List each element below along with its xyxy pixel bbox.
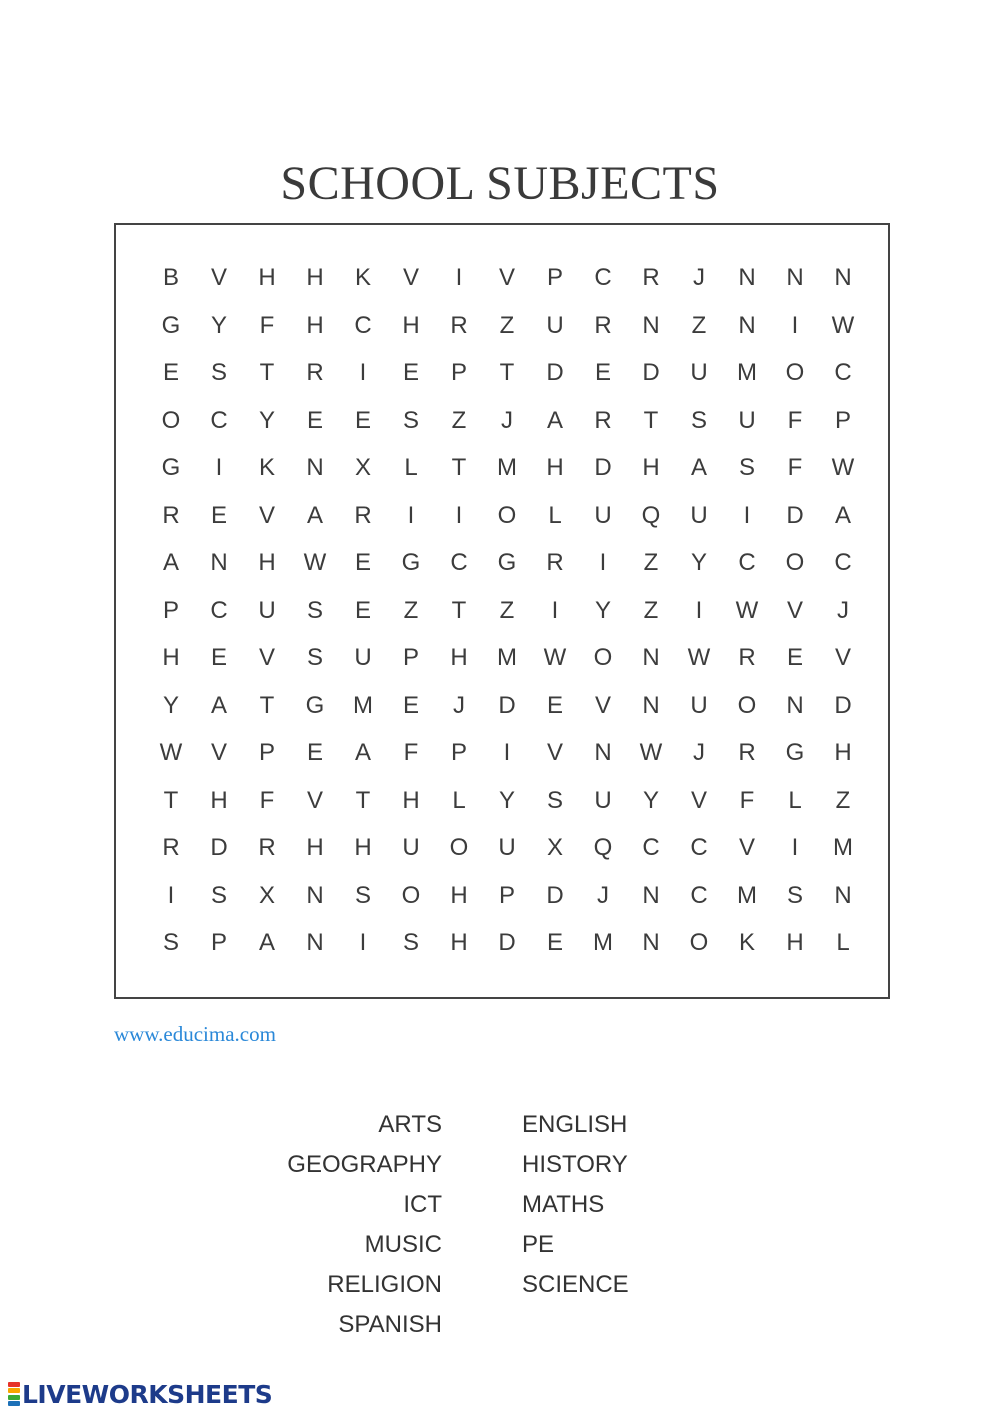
grid-letter[interactable]: A — [162, 549, 179, 576]
grid-letter[interactable]: P — [162, 597, 179, 624]
grid-letter[interactable]: H — [402, 787, 420, 814]
grid-letter[interactable]: H — [306, 312, 324, 339]
grid-letter[interactable]: I — [359, 929, 367, 956]
grid-letter[interactable]: T — [259, 359, 275, 386]
grid-letter[interactable]: B — [162, 264, 179, 291]
grid-letter[interactable]: T — [499, 359, 515, 386]
grid-letter[interactable]: D — [786, 502, 804, 529]
grid-letter[interactable]: L — [788, 787, 802, 814]
grid-letter[interactable]: I — [455, 264, 463, 291]
grid-letter[interactable]: P — [402, 644, 419, 671]
grid-letter[interactable]: C — [690, 882, 708, 909]
grid-letter[interactable]: Q — [593, 834, 613, 861]
grid-letter[interactable]: E — [786, 644, 803, 671]
grid-letter[interactable]: Y — [258, 407, 275, 434]
grid-letter[interactable]: P — [258, 739, 275, 766]
grid-row — [147, 686, 867, 726]
grid-letter[interactable]: F — [403, 739, 419, 766]
liveworksheets-logo-icon — [8, 1382, 20, 1406]
word-list-right — [522, 1105, 772, 1305]
grid-letter[interactable]: K — [738, 929, 755, 956]
grid-letter[interactable]: M — [833, 834, 853, 861]
grid-letter[interactable]: R — [594, 407, 612, 434]
grid-row — [147, 828, 867, 868]
grid-letter[interactable]: Z — [499, 597, 515, 624]
grid-row — [147, 733, 867, 773]
grid-letter[interactable]: V — [306, 787, 323, 814]
grid-letter[interactable]: V — [834, 644, 851, 671]
grid-letter[interactable]: A — [306, 502, 323, 529]
grid-letter[interactable]: L — [548, 502, 562, 529]
grid-letter[interactable]: V — [498, 264, 515, 291]
grid-letter[interactable]: H — [354, 834, 372, 861]
grid-letter[interactable]: I — [791, 834, 799, 861]
logo-stripe — [8, 1382, 20, 1387]
grid-row — [147, 258, 867, 298]
grid-letter[interactable]: D — [594, 454, 612, 481]
grid-letter[interactable]: J — [837, 597, 849, 624]
grid-letter[interactable]: O — [689, 929, 709, 956]
grid-letter[interactable]: E — [306, 407, 323, 434]
grid-letter[interactable]: C — [354, 312, 372, 339]
grid-letter[interactable]: F — [259, 787, 275, 814]
grid-letter[interactable]: U — [546, 312, 564, 339]
page-title: SCHOOL SUBJECTS — [280, 157, 720, 210]
grid-letter[interactable]: O — [449, 834, 469, 861]
grid-letter[interactable]: C — [834, 359, 852, 386]
grid-letter[interactable]: R — [354, 502, 372, 529]
grid-letter[interactable]: E — [306, 739, 323, 766]
grid-letter[interactable]: C — [834, 549, 852, 576]
grid-row — [147, 448, 867, 488]
grid-letter[interactable]: W — [687, 644, 711, 671]
grid-letter[interactable]: M — [737, 882, 757, 909]
grid-letter[interactable]: H — [162, 644, 180, 671]
grid-letter[interactable]: H — [450, 929, 468, 956]
grid-letter[interactable]: O — [785, 359, 805, 386]
grid-letter[interactable]: P — [450, 359, 467, 386]
grid-letter[interactable]: V — [690, 787, 707, 814]
grid-letter[interactable]: S — [402, 929, 419, 956]
word-list-item: MATHS — [522, 1191, 605, 1218]
website-link[interactable]: www.educima.com — [114, 1022, 276, 1046]
grid-letter[interactable]: I — [599, 549, 607, 576]
grid-letter[interactable]: V — [258, 502, 275, 529]
grid-letter[interactable]: N — [642, 929, 660, 956]
grid-letter[interactable]: N — [210, 549, 228, 576]
grid-letter[interactable]: U — [498, 834, 516, 861]
grid-letter[interactable]: I — [551, 597, 559, 624]
grid-letter[interactable]: W — [831, 454, 855, 481]
grid-letter[interactable]: I — [503, 739, 511, 766]
word-list-item: ENGLISH — [522, 1111, 628, 1138]
grid-letter[interactable]: F — [739, 787, 755, 814]
grid-letter[interactable]: U — [354, 644, 372, 671]
grid-letter[interactable]: K — [354, 264, 371, 291]
grid-letter[interactable]: R — [162, 502, 180, 529]
grid-letter[interactable]: M — [497, 644, 517, 671]
grid-letter[interactable]: P — [210, 929, 227, 956]
grid-letter[interactable]: J — [597, 882, 609, 909]
grid-letter[interactable]: E — [546, 929, 563, 956]
grid-letter[interactable]: X — [354, 454, 371, 481]
grid-letter[interactable]: R — [546, 549, 564, 576]
grid-letter[interactable]: D — [834, 692, 852, 719]
grid-letter[interactable]: V — [210, 264, 227, 291]
grid-letter[interactable]: M — [497, 454, 517, 481]
word-list-item: GEOGRAPHY — [287, 1151, 442, 1178]
grid-letter[interactable]: N — [306, 929, 324, 956]
grid-letter[interactable]: Z — [451, 407, 467, 434]
grid-letter[interactable]: P — [546, 264, 563, 291]
grid-letter[interactable]: I — [455, 502, 463, 529]
grid-letter[interactable]: T — [451, 597, 467, 624]
grid-letter[interactable]: Z — [835, 787, 851, 814]
grid-letter[interactable]: H — [450, 882, 468, 909]
grid-row — [147, 591, 867, 631]
grid-letter[interactable]: I — [167, 882, 175, 909]
grid-letter[interactable]: S — [210, 882, 227, 909]
grid-letter[interactable]: S — [786, 882, 803, 909]
grid-letter[interactable]: D — [498, 929, 516, 956]
grid-letter[interactable]: E — [546, 692, 563, 719]
grid-letter[interactable]: O — [401, 882, 421, 909]
grid-letter[interactable]: A — [210, 692, 227, 719]
grid-letter[interactable]: U — [402, 834, 420, 861]
grid-letter[interactable]: O — [785, 549, 805, 576]
grid-letter[interactable]: H — [834, 739, 852, 766]
grid-letter[interactable]: E — [594, 359, 611, 386]
word-list-item: SPANISH — [338, 1311, 442, 1338]
grid-letter[interactable]: E — [402, 692, 419, 719]
grid-letter[interactable]: T — [451, 454, 467, 481]
grid-letter[interactable]: Y — [690, 549, 707, 576]
grid-letter[interactable]: T — [259, 692, 275, 719]
grid-letter[interactable]: M — [593, 929, 613, 956]
grid-letter[interactable]: R — [594, 312, 612, 339]
grid-letter[interactable]: W — [831, 312, 855, 339]
grid-letter[interactable]: E — [162, 359, 179, 386]
grid-letter[interactable]: Z — [403, 597, 419, 624]
grid-letter[interactable]: R — [738, 644, 756, 671]
grid-letter[interactable]: F — [787, 454, 803, 481]
grid-letter[interactable]: J — [693, 739, 705, 766]
grid-letter[interactable]: M — [737, 359, 757, 386]
word-list-item: SCIENCE — [522, 1271, 629, 1298]
grid-letter[interactable]: X — [258, 882, 275, 909]
grid-letter[interactable]: S — [210, 359, 227, 386]
grid-letter[interactable]: S — [738, 454, 755, 481]
word-list-item: PE — [522, 1231, 555, 1258]
grid-letter[interactable]: Q — [641, 502, 661, 529]
grid-letter[interactable]: Y — [594, 597, 611, 624]
grid-letter[interactable]: U — [690, 359, 708, 386]
grid-letter[interactable]: I — [695, 597, 703, 624]
grid-letter[interactable]: R — [738, 739, 756, 766]
grid-letter[interactable]: V — [210, 739, 227, 766]
grid-letter[interactable]: Z — [643, 597, 659, 624]
grid-letter[interactable]: A — [546, 407, 563, 434]
word-list-item: ARTS — [378, 1111, 442, 1138]
grid-letter[interactable]: E — [354, 549, 371, 576]
grid-letter[interactable]: N — [738, 264, 756, 291]
word-list-left — [240, 1105, 442, 1345]
grid-letter[interactable]: N — [594, 739, 612, 766]
grid-letter[interactable]: S — [162, 929, 179, 956]
grid-letter[interactable]: H — [306, 264, 324, 291]
grid-letter[interactable]: A — [690, 454, 707, 481]
grid-letter[interactable]: Y — [210, 312, 227, 339]
grid-letter[interactable]: Y — [498, 787, 515, 814]
grid-letter[interactable]: E — [210, 644, 227, 671]
grid-letter[interactable]: N — [306, 882, 324, 909]
grid-letter[interactable]: N — [786, 692, 804, 719]
grid-letter[interactable]: F — [259, 312, 275, 339]
grid-row — [147, 306, 867, 346]
grid-letter[interactable]: T — [355, 787, 371, 814]
grid-letter[interactable]: H — [210, 787, 228, 814]
grid-letter[interactable]: N — [834, 882, 852, 909]
grid-letter[interactable]: O — [593, 644, 613, 671]
grid-letter[interactable]: N — [642, 312, 660, 339]
grid-letter[interactable]: H — [786, 929, 804, 956]
grid-letter[interactable]: D — [498, 692, 516, 719]
word-list-item: MUSIC — [364, 1231, 442, 1258]
grid-letter[interactable]: V — [402, 264, 419, 291]
grid-letter[interactable]: R — [258, 834, 276, 861]
grid-letter[interactable]: S — [690, 407, 707, 434]
grid-letter[interactable]: X — [546, 834, 563, 861]
grid-letter[interactable]: D — [546, 359, 564, 386]
grid-letter[interactable]: H — [546, 454, 564, 481]
grid-letter[interactable]: I — [791, 312, 799, 339]
grid-letter[interactable]: E — [354, 407, 371, 434]
grid-letter[interactable]: S — [306, 644, 323, 671]
grid-letter[interactable]: A — [354, 739, 371, 766]
grid-letter[interactable]: I — [359, 359, 367, 386]
word-list-item: RELIGION — [327, 1271, 442, 1298]
grid-letter[interactable]: H — [258, 549, 276, 576]
grid-letter[interactable]: C — [210, 597, 228, 624]
grid-letter[interactable]: C — [690, 834, 708, 861]
grid-letter[interactable]: H — [258, 264, 276, 291]
grid-letter[interactable]: W — [639, 739, 663, 766]
grid-letter[interactable]: I — [407, 502, 415, 529]
grid-letter[interactable]: U — [690, 692, 708, 719]
grid-letter[interactable]: G — [497, 549, 517, 576]
grid-letter[interactable]: N — [642, 644, 660, 671]
grid-letter[interactable]: I — [215, 454, 223, 481]
grid-letter[interactable]: J — [501, 407, 513, 434]
grid-letter[interactable]: R — [306, 359, 324, 386]
grid-letter[interactable]: C — [642, 834, 660, 861]
grid-letter[interactable]: A — [258, 929, 275, 956]
grid-letter[interactable]: G — [785, 739, 805, 766]
grid-letter[interactable]: L — [404, 454, 418, 481]
grid-letter[interactable]: O — [497, 502, 517, 529]
grid-letter[interactable]: T — [643, 407, 659, 434]
grid-letter[interactable]: W — [159, 739, 183, 766]
grid-letter[interactable]: C — [594, 264, 612, 291]
grid-letter[interactable]: K — [258, 454, 275, 481]
grid-letter[interactable]: E — [210, 502, 227, 529]
grid-letter[interactable]: H — [450, 644, 468, 671]
grid-letter[interactable]: P — [834, 407, 851, 434]
grid-row — [147, 543, 867, 583]
grid-row — [147, 876, 867, 916]
grid-letter[interactable]: U — [594, 502, 612, 529]
grid-letter[interactable]: M — [353, 692, 373, 719]
grid-letter[interactable]: Z — [499, 312, 515, 339]
word-list-item: ICT — [403, 1191, 442, 1218]
grid-letter[interactable]: D — [546, 882, 564, 909]
grid-letter[interactable]: H — [642, 454, 660, 481]
grid-letter[interactable]: U — [690, 502, 708, 529]
grid-letter[interactable]: N — [738, 312, 756, 339]
grid-letter[interactable]: S — [354, 882, 371, 909]
grid-letter[interactable]: D — [210, 834, 228, 861]
grid-letter[interactable]: W — [735, 597, 759, 624]
grid-letter[interactable]: N — [642, 882, 660, 909]
grid-letter[interactable]: G — [161, 312, 181, 339]
grid-letter[interactable]: U — [258, 597, 276, 624]
grid-row — [147, 496, 867, 536]
grid-row — [147, 401, 867, 441]
grid-letter[interactable]: Y — [162, 692, 179, 719]
grid-letter[interactable]: O — [737, 692, 757, 719]
grid-letter[interactable]: L — [452, 787, 466, 814]
grid-letter[interactable]: Z — [691, 312, 707, 339]
logo-text: LIVEWORKSHEETS — [22, 1379, 273, 1409]
grid-letter[interactable]: J — [693, 264, 705, 291]
logo-stripe — [8, 1395, 20, 1400]
grid-letter[interactable]: R — [642, 264, 660, 291]
grid-row — [147, 781, 867, 821]
grid-letter[interactable]: N — [786, 264, 804, 291]
grid-letter[interactable]: S — [402, 407, 419, 434]
grid-letter[interactable]: O — [161, 407, 181, 434]
grid-letter[interactable]: G — [305, 692, 325, 719]
grid-letter[interactable]: N — [306, 454, 324, 481]
grid-letter[interactable]: W — [303, 549, 327, 576]
grid-letter[interactable]: L — [836, 929, 850, 956]
grid-letter[interactable]: R — [450, 312, 468, 339]
grid-letter[interactable]: G — [401, 549, 421, 576]
grid-letter[interactable]: P — [498, 882, 515, 909]
logo-stripe — [8, 1388, 20, 1393]
logo-stripe — [8, 1401, 20, 1406]
grid-letter[interactable]: C — [210, 407, 228, 434]
grid-letter[interactable]: P — [450, 739, 467, 766]
grid-letter[interactable]: A — [834, 502, 851, 529]
grid-letter[interactable]: S — [306, 597, 323, 624]
grid-letter[interactable]: N — [642, 692, 660, 719]
grid-letter[interactable]: E — [402, 359, 419, 386]
grid-letter[interactable]: F — [787, 407, 803, 434]
grid-letter[interactable]: V — [738, 834, 755, 861]
grid-letter[interactable]: W — [543, 644, 567, 671]
grid-letter[interactable]: U — [738, 407, 756, 434]
grid-letter[interactable]: T — [163, 787, 179, 814]
grid-letter[interactable]: Z — [643, 549, 659, 576]
grid-row — [147, 353, 867, 393]
grid-letter[interactable]: G — [161, 454, 181, 481]
grid-letter[interactable]: V — [786, 597, 803, 624]
grid-letter[interactable]: D — [642, 359, 660, 386]
grid-letter[interactable]: E — [354, 597, 371, 624]
grid-letter[interactable]: V — [594, 692, 611, 719]
grid-letter[interactable]: U — [594, 787, 612, 814]
grid-letter[interactable]: I — [743, 502, 751, 529]
grid-letter[interactable]: J — [453, 692, 465, 719]
grid-letter[interactable]: H — [306, 834, 324, 861]
grid-letter[interactable]: S — [546, 787, 563, 814]
grid-letter[interactable]: H — [402, 312, 420, 339]
grid-letter[interactable]: C — [738, 549, 756, 576]
liveworksheets-logo[interactable] — [8, 1380, 272, 1408]
grid-letter[interactable]: C — [450, 549, 468, 576]
grid-letter[interactable]: V — [258, 644, 275, 671]
grid-letter[interactable]: R — [162, 834, 180, 861]
word-list-item: HISTORY — [522, 1151, 628, 1178]
grid-row — [147, 923, 867, 963]
grid-letter[interactable]: Y — [642, 787, 659, 814]
grid-letter[interactable]: N — [834, 264, 852, 291]
grid-row — [147, 638, 867, 678]
grid-letter[interactable]: V — [546, 739, 563, 766]
